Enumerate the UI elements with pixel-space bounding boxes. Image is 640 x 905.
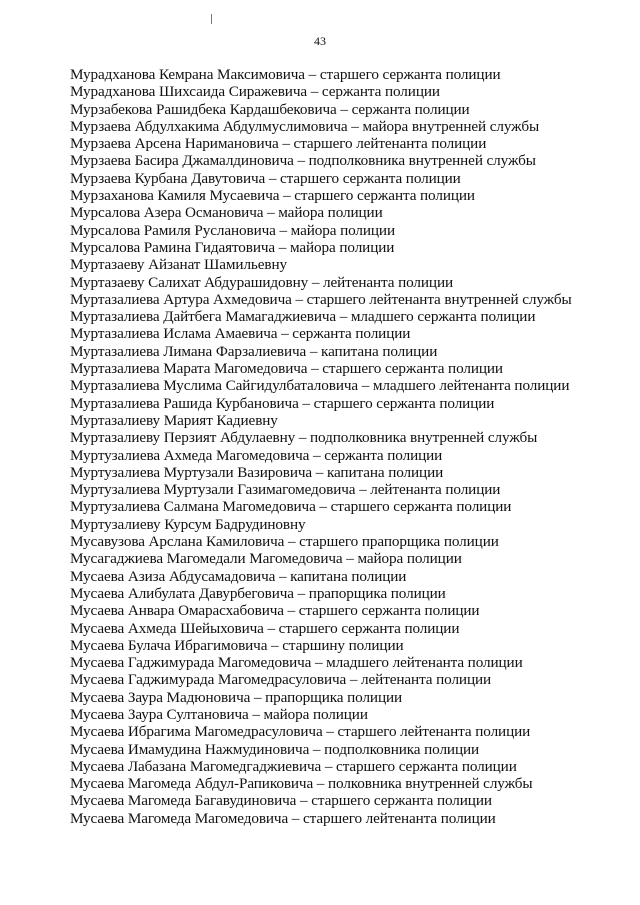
list-item: Мусаева Магомеда Абдул-Рапиковича – полковника внутренней службы xyxy=(70,775,533,793)
list-item: Муртазалиева Ислама Амаевича – сержанта полиции xyxy=(70,325,411,343)
list-item: Муртазалиева Дайтбега Мамагаджиевича – младшего сержанта полиции xyxy=(70,308,536,326)
list-item: Мусаева Ибрагима Магомедрасуловича – старшего лейтенанта полиции xyxy=(70,723,531,741)
list-item: Муртазалиева Лимана Фарзалиевича – капитана полиции xyxy=(70,342,438,360)
award-list xyxy=(70,66,572,827)
list-item: Муртазалиева Марата Магомедовича – старшего сержанта полиции xyxy=(70,360,503,378)
list-item: Мурзаева Арсена Наримановича – старшего лейтенанта полиции xyxy=(70,135,487,153)
list-item: Мурсалова Азера Османовича – майора полиции xyxy=(70,204,383,222)
list-item: Мусаева Магомеда Багавудиновича – старшего сержанта полиции xyxy=(70,792,492,810)
list-item: Мусаева Заура Султановича – майора полиции xyxy=(70,705,368,723)
list-item: Мурзаханова Камиля Мусаевича – старшего сержанта полиции xyxy=(70,187,475,205)
list-item: Мурсалова Рамина Гидаятовича – майора полиции xyxy=(70,238,395,256)
list-item: Муртазалиеву Перзият Абдулаевну – подполковника внутренней службы xyxy=(70,429,538,447)
scan-mark xyxy=(211,14,212,24)
list-item: Муртазаеву Салихат Абдурашидовну – лейтенанта полиции xyxy=(70,273,454,291)
list-item: Мусавузова Арслана Камиловича – старшего прапорщика полиции xyxy=(70,533,499,551)
list-item: Мусаева Гаджимурада Магомедрасуловича – лейтенанта полиции xyxy=(70,671,492,689)
list-item: Муртазалиева Рашида Курбановича – старшего сержанта полиции xyxy=(70,394,495,412)
list-item: Муртузалиева Муртузали Вазировича – капитана полиции xyxy=(70,463,444,481)
list-item: Мурзаева Басира Джамалдиновича – подполковника внутренней службы xyxy=(70,152,536,170)
list-item: Мусаева Алибулата Давурбеговича – прапорщика полиции xyxy=(70,584,446,602)
list-item: Мусаева Гаджимурада Магомедовича – младшего лейтенанта полиции xyxy=(70,654,523,672)
list-item: Муртазалиева Артура Ахмедовича – старшего лейтенанта внутренней службы xyxy=(70,290,572,308)
list-item: Мусаева Магомеда Магомедовича – старшего лейтенанта полиции xyxy=(70,809,496,827)
list-item: Муртазалиеву Марият Кадиевну xyxy=(70,411,278,429)
list-item: Муртузалиева Муртузали Газимагомедовича – лейтенанта полиции xyxy=(70,481,501,499)
page-number: 43 xyxy=(314,34,326,48)
list-item: Мурзабекова Рашидбека Кардашбековича – сержанта полиции xyxy=(70,100,470,118)
list-item: Мурсалова Рамиля Руслановича – майора полиции xyxy=(70,221,395,239)
list-item: Мусаева Булача Ибрагимовича – старшину полиции xyxy=(70,636,404,654)
list-item: Мусаева Азиза Абдусамадовича – капитана полиции xyxy=(70,567,407,585)
list-item: Мусагаджиева Магомедали Магомедовича – майора полиции xyxy=(70,550,462,568)
list-item: Мусаева Заура Мадюновича – прапорщика полиции xyxy=(70,688,403,706)
list-item: Муртузалиеву Курсум Бадрудиновну xyxy=(70,515,306,533)
list-item: Мурзаева Курбана Давутовича – старшего сержанта полиции xyxy=(70,169,461,187)
list-item: Муртазаеву Айзанат Шамильевну xyxy=(70,256,287,274)
list-item: Мусаева Имамудина Нажмудиновича – подполковника полиции xyxy=(70,740,480,758)
list-item: Муртазалиева Муслима Сайгидулбаталовича – младшего лейтенанта полиции xyxy=(70,377,570,395)
list-item: Мусаева Лабазана Магомедгаджиевича – старшего сержанта полиции xyxy=(70,757,517,775)
list-item: Муртузалиева Ахмеда Магомедовича – сержанта полиции xyxy=(70,446,443,464)
list-item: Мурадханова Кемрана Максимовича – старшего сержанта полиции xyxy=(70,66,501,83)
list-item: Мурзаева Абдулхакима Абдулмуслимовича – майора внутренней службы xyxy=(70,117,540,135)
list-item: Муртузалиева Салмана Магомедовича – старшего сержанта полиции xyxy=(70,498,512,516)
list-item: Мурадханова Шихсаида Сиражевича – сержанта полиции xyxy=(70,83,440,101)
list-item: Мусаева Ахмеда Шейыховича – старшего сержанта полиции xyxy=(70,619,460,637)
list-item: Мусаева Анвара Омарасхабовича – старшего сержанта полиции xyxy=(70,602,480,620)
